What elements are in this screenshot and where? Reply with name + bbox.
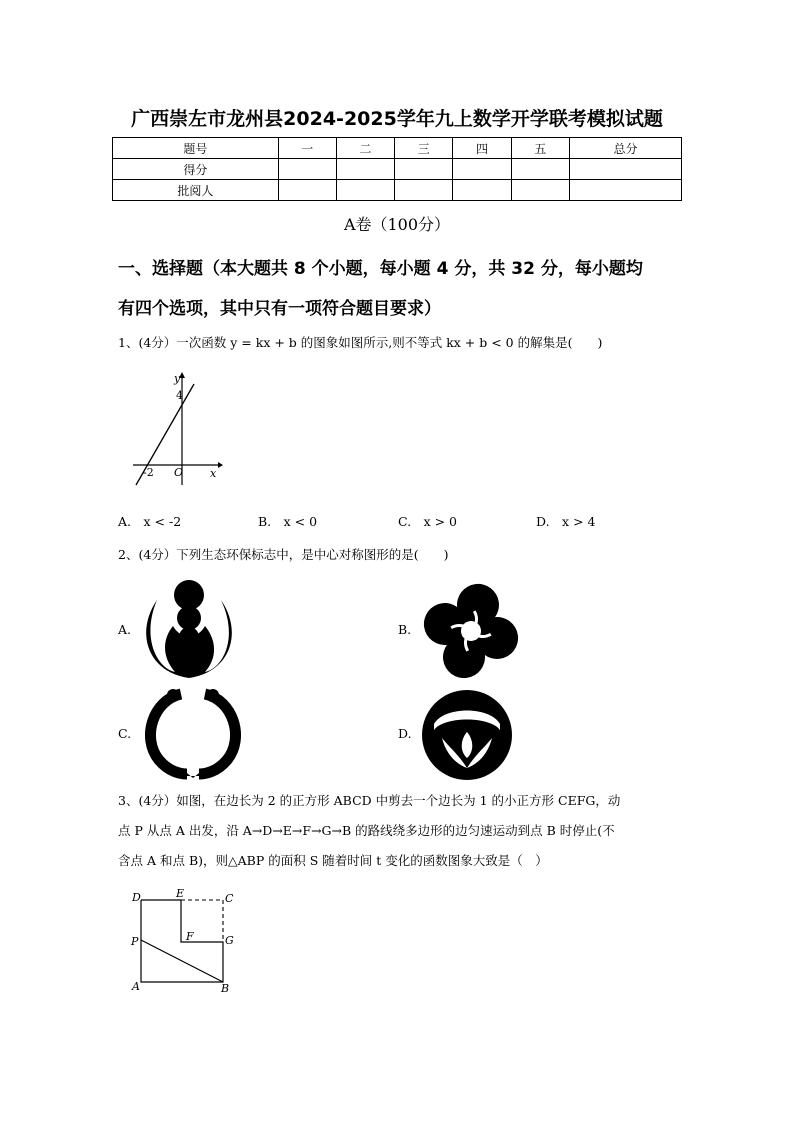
question-3-stem-line2: 点 P 从点 A 出发，沿 A→D→E→F→G→B 的路线绕多边形的边匀速运动到点 B 时停止(不 xyxy=(118,823,615,838)
table-cell: 二 xyxy=(336,138,394,159)
table-cell[interactable] xyxy=(336,180,394,201)
table-cell[interactable] xyxy=(278,180,336,201)
point-e-label: E xyxy=(176,887,185,900)
point-a-label: A xyxy=(132,980,140,993)
clover-logo-icon xyxy=(420,580,522,682)
question-3-stem-line1: 3、(4分）如图，在边长为 2 的正方形 ABCD 中剪去一个边长为 1 的小正方形 CEFG，动 xyxy=(118,793,621,808)
circle-leaf-logo-icon xyxy=(420,688,514,782)
point-p-label: P xyxy=(131,935,139,948)
table-cell[interactable] xyxy=(336,159,394,180)
wreath-logo-icon xyxy=(143,688,243,780)
q2-option-a-label[interactable]: A. xyxy=(118,622,132,637)
table-cell: 批阅人 xyxy=(113,180,279,201)
table-row xyxy=(113,159,682,180)
table-cell[interactable] xyxy=(278,159,336,180)
q1-linear-graph xyxy=(128,370,223,488)
table-cell: 得分 xyxy=(113,159,279,180)
section-heading-line1: 一、选择题（本大题共 8 个小题，每小题 4 分，共 32 分，每小题均 xyxy=(118,259,643,279)
page-title: 广西崇左市龙州县2024-2025学年九上数学开学联考模拟试题 xyxy=(131,108,663,130)
table-cell[interactable] xyxy=(395,159,453,180)
table-cell: 总分 xyxy=(569,138,681,159)
table-cell[interactable] xyxy=(569,180,681,201)
origin-label: O xyxy=(174,466,184,479)
table-row xyxy=(113,138,682,159)
x-intercept-label: -2 xyxy=(143,466,154,479)
score-table xyxy=(112,137,682,201)
table-cell[interactable] xyxy=(453,159,511,180)
y-axis-label: y xyxy=(174,372,181,385)
point-d-label: D xyxy=(132,891,141,904)
q1-option-a[interactable]: A. x < -2 xyxy=(118,514,182,529)
question-2-stem: 2、(4分）下列生态环保标志中，是中心对称图形的是( ) xyxy=(118,547,449,562)
table-cell: 三 xyxy=(395,138,453,159)
table-cell: 一 xyxy=(278,138,336,159)
table-cell: 题号 xyxy=(113,138,279,159)
point-f-label: F xyxy=(186,930,194,943)
q2-option-d-label[interactable]: D. xyxy=(398,726,412,741)
question-1-stem: 1、(4分）一次函数 y = kx + b 的图象如图所示,则不等式 kx + b < 0 的解集是( ) xyxy=(118,335,603,350)
q2-option-b-label[interactable]: B. xyxy=(398,622,412,637)
lotus-logo-icon xyxy=(143,580,238,680)
q3-square-figure xyxy=(128,886,243,996)
table-row xyxy=(113,180,682,201)
x-axis-label: x xyxy=(210,467,217,480)
table-cell: 五 xyxy=(511,138,569,159)
table-cell[interactable] xyxy=(395,180,453,201)
table-cell: 四 xyxy=(453,138,511,159)
q1-option-c[interactable]: C. x > 0 xyxy=(398,514,458,529)
table-cell[interactable] xyxy=(511,180,569,201)
section-heading-line2: 有四个选项，其中只有一项符合题目要求） xyxy=(118,299,441,319)
point-b-label: B xyxy=(221,982,230,995)
q2-option-c-label[interactable]: C. xyxy=(118,726,132,741)
q1-option-d[interactable]: D. x > 4 xyxy=(536,514,596,529)
table-cell[interactable] xyxy=(453,180,511,201)
q1-option-b[interactable]: B. x < 0 xyxy=(258,514,318,529)
volume-label: A卷（100分） xyxy=(343,215,451,234)
question-3-stem-line3: 含点 A 和点 B)，则△ABP 的面积 S 随着时间 t 变化的函数图象大致是（ ） xyxy=(118,853,548,868)
point-g-label: G xyxy=(225,934,234,947)
table-cell[interactable] xyxy=(511,159,569,180)
table-cell[interactable] xyxy=(569,159,681,180)
y-intercept-label: 4 xyxy=(176,389,183,402)
point-c-label: C xyxy=(225,892,234,905)
